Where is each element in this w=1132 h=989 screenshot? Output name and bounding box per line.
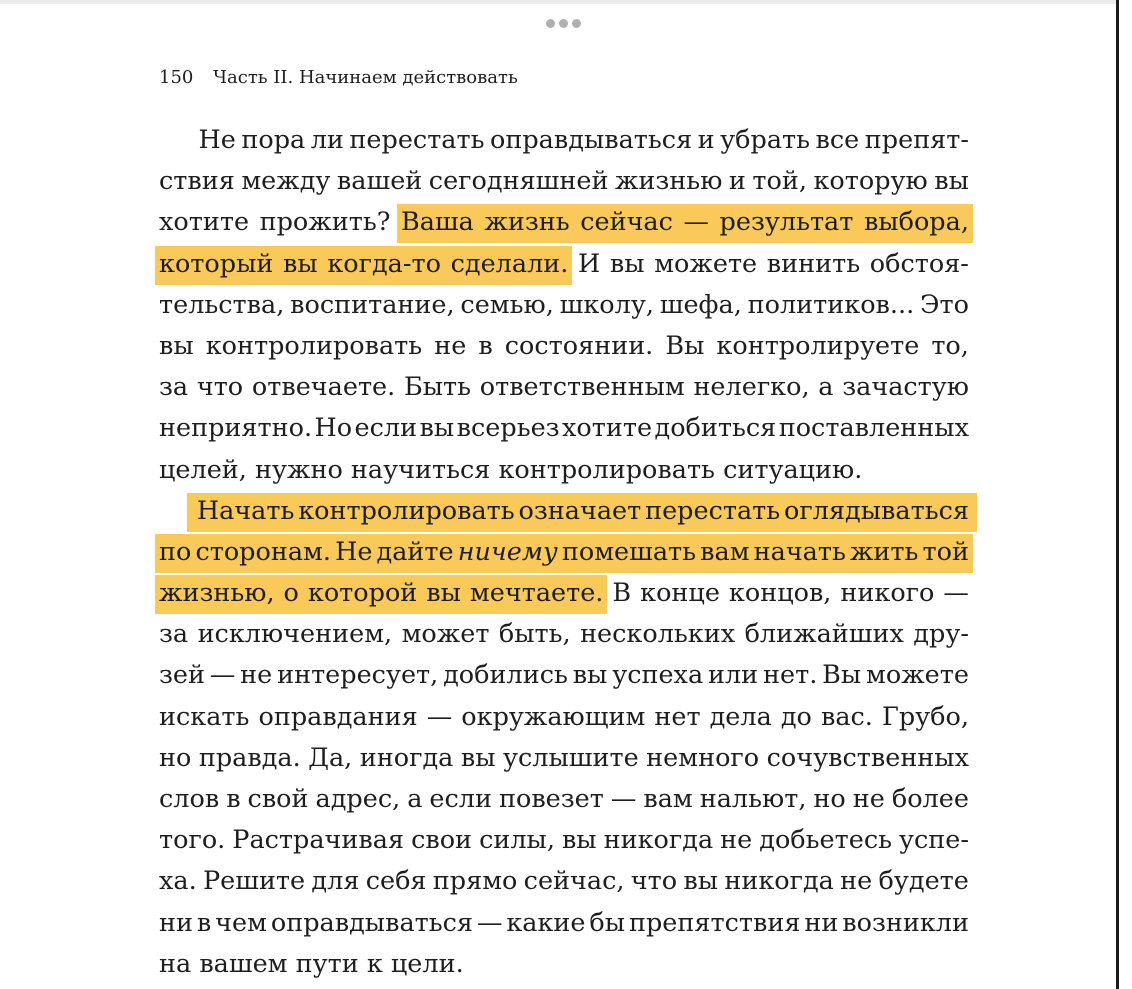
word: что bbox=[196, 372, 244, 403]
highlighted-word: которой bbox=[307, 578, 418, 609]
word: более bbox=[891, 784, 969, 814]
word: прожить? bbox=[259, 207, 391, 238]
word: сочувственных bbox=[766, 742, 969, 773]
word: научиться bbox=[350, 454, 491, 485]
word: всерьез bbox=[456, 413, 560, 444]
word: чем bbox=[215, 907, 267, 938]
word: никогда bbox=[724, 866, 834, 897]
word: какие bbox=[506, 907, 586, 938]
text-line bbox=[159, 120, 969, 161]
highlighted-word: оглядываться bbox=[784, 495, 969, 526]
highlighted-word: когда-то bbox=[327, 248, 441, 279]
word: вы bbox=[159, 330, 194, 361]
highlighted-word: означает bbox=[518, 495, 642, 526]
word: Не bbox=[198, 125, 236, 155]
text-line bbox=[159, 820, 969, 861]
word: между bbox=[241, 166, 331, 197]
highlighted-word: выбора, bbox=[863, 207, 969, 238]
more-options-button[interactable] bbox=[538, 14, 588, 32]
word: состоянии. bbox=[504, 330, 654, 361]
word: никого bbox=[840, 578, 935, 609]
word: вы bbox=[609, 248, 645, 279]
word: Вы bbox=[665, 330, 705, 361]
highlighted-word: контролировать bbox=[298, 495, 515, 526]
text-line bbox=[159, 861, 969, 902]
highlighted-word: Не bbox=[335, 536, 373, 567]
word: прямо bbox=[432, 866, 518, 897]
text-line bbox=[159, 532, 969, 573]
highlighted-word: ничему bbox=[457, 536, 558, 567]
word: Растрачивая bbox=[232, 825, 405, 856]
word: успе- bbox=[899, 825, 969, 856]
word: оправдания bbox=[258, 701, 418, 732]
word: препят- bbox=[864, 125, 969, 155]
word: искать bbox=[159, 701, 250, 732]
word: ствия bbox=[159, 166, 235, 197]
word: вы bbox=[572, 660, 608, 691]
highlighted-word: — bbox=[683, 207, 709, 238]
word: иногда bbox=[359, 742, 454, 773]
word: ситуацию. bbox=[723, 454, 863, 485]
word: быть, bbox=[498, 619, 571, 650]
highlighted-word: сделали. bbox=[450, 248, 569, 279]
text-line bbox=[159, 903, 969, 944]
highlighted-word: той bbox=[922, 536, 969, 567]
word: контролировать bbox=[205, 330, 423, 361]
word: цели. bbox=[390, 948, 464, 979]
word: не bbox=[240, 660, 273, 691]
word: хотите bbox=[159, 207, 250, 238]
word: шефа, bbox=[659, 289, 742, 320]
word: дела bbox=[709, 701, 772, 732]
word: жизнью bbox=[614, 166, 723, 197]
word: себя bbox=[365, 866, 427, 897]
word: можете bbox=[654, 248, 758, 279]
word: конце bbox=[640, 578, 720, 609]
highlighted-word: начать bbox=[753, 536, 846, 567]
text-line bbox=[159, 450, 969, 491]
word: но bbox=[813, 784, 846, 814]
word: ни bbox=[159, 907, 193, 938]
word: отвечаете. bbox=[251, 372, 396, 403]
word: услышите bbox=[502, 742, 639, 773]
text-line bbox=[159, 697, 969, 738]
word: вы bbox=[934, 166, 969, 197]
top-bar bbox=[0, 0, 1120, 4]
text-line bbox=[159, 202, 969, 243]
word: — bbox=[610, 784, 637, 814]
word: вы bbox=[561, 825, 597, 856]
highlighted-word: сейчас bbox=[580, 207, 673, 238]
word: Это bbox=[920, 289, 969, 320]
word: ли bbox=[310, 125, 344, 155]
word: а bbox=[407, 784, 423, 814]
word: дру- bbox=[913, 619, 969, 650]
word: повезет bbox=[498, 784, 604, 814]
word: за bbox=[159, 619, 189, 650]
word: окружающим bbox=[461, 701, 646, 732]
word: не bbox=[720, 825, 753, 856]
word: исключением, bbox=[197, 619, 393, 650]
word: возникли bbox=[842, 907, 969, 938]
word: вашей bbox=[336, 166, 423, 197]
word: добьетесь bbox=[759, 825, 892, 856]
word: ближайших bbox=[744, 619, 904, 650]
word: хотите bbox=[562, 413, 653, 444]
word: в bbox=[226, 784, 241, 814]
word: перестать bbox=[349, 125, 485, 155]
word: для bbox=[311, 866, 360, 897]
word: в bbox=[478, 330, 493, 361]
more-horizontal-icon bbox=[546, 19, 555, 28]
word: бы bbox=[589, 907, 626, 938]
highlighted-word: дайте bbox=[376, 536, 454, 567]
highlighted-word: который bbox=[159, 248, 274, 279]
text-line bbox=[159, 491, 969, 532]
text-line bbox=[159, 367, 969, 408]
word: Решите bbox=[202, 866, 306, 897]
word: не bbox=[840, 866, 873, 897]
word: интересует, bbox=[277, 660, 439, 691]
word: И bbox=[578, 248, 601, 279]
word: воспитание, bbox=[290, 289, 455, 320]
window-edge bbox=[1116, 0, 1132, 989]
highlighted-word: по bbox=[159, 536, 192, 567]
word: то, bbox=[931, 330, 969, 361]
word: силы, bbox=[479, 825, 555, 856]
word: никогда bbox=[603, 825, 714, 856]
word: вам bbox=[643, 784, 693, 814]
highlighted-word: жизнью, bbox=[159, 578, 275, 609]
highlighted-word: жизнь bbox=[484, 207, 570, 238]
word: вас. bbox=[820, 701, 873, 732]
text-line bbox=[159, 573, 969, 614]
highlighted-word: о bbox=[283, 578, 299, 609]
word: винить bbox=[766, 248, 861, 279]
word: — bbox=[209, 660, 236, 691]
word: слов bbox=[159, 784, 220, 814]
word: пора bbox=[241, 125, 306, 155]
word: Быть bbox=[403, 372, 472, 403]
word: что bbox=[630, 866, 678, 897]
word: тельства, bbox=[159, 289, 285, 320]
word: зей bbox=[159, 660, 205, 691]
word: в bbox=[196, 907, 212, 938]
word: правда. bbox=[198, 742, 301, 773]
word: — bbox=[426, 701, 453, 732]
word: если bbox=[429, 784, 492, 814]
word: или bbox=[707, 660, 759, 691]
word: вы bbox=[460, 742, 496, 773]
chapter-title: Часть II. Начинаем действовать bbox=[213, 67, 518, 88]
word: немного bbox=[646, 742, 760, 773]
text-line bbox=[159, 779, 969, 820]
page-number: 150 bbox=[159, 67, 194, 88]
text-line bbox=[159, 285, 969, 326]
word: вы bbox=[419, 413, 455, 444]
word: свои bbox=[411, 825, 473, 856]
word: но bbox=[159, 742, 192, 773]
highlighted-word: перестать bbox=[645, 495, 781, 526]
word: контролировать bbox=[498, 454, 715, 485]
word: добились bbox=[443, 660, 568, 691]
text-line bbox=[159, 244, 969, 285]
word: оправдываться bbox=[270, 907, 474, 938]
word: концов, bbox=[728, 578, 832, 609]
word: поставленных bbox=[778, 413, 969, 444]
running-head bbox=[159, 66, 518, 90]
word: все bbox=[815, 125, 860, 155]
word: — bbox=[476, 907, 503, 938]
word: вашем bbox=[199, 948, 288, 979]
text-line bbox=[159, 655, 969, 696]
text-line bbox=[159, 326, 969, 367]
highlighted-word: помешать bbox=[561, 536, 697, 567]
word: В bbox=[612, 578, 632, 609]
word: добиться bbox=[654, 413, 777, 444]
text-line bbox=[159, 161, 969, 202]
word: оправдываться bbox=[490, 125, 693, 155]
word: политиков... bbox=[747, 289, 915, 320]
text-line bbox=[159, 614, 969, 655]
word: Да, bbox=[308, 742, 353, 773]
word: обстоя- bbox=[869, 248, 969, 279]
book-text bbox=[159, 120, 969, 985]
word: за bbox=[159, 372, 189, 403]
highlighted-word: Ваша bbox=[400, 207, 474, 238]
word: на bbox=[159, 948, 192, 979]
word: той, bbox=[752, 166, 807, 197]
word: может bbox=[401, 619, 490, 650]
word: не bbox=[434, 330, 467, 361]
word: школу, bbox=[559, 289, 654, 320]
word: сейчас, bbox=[523, 866, 625, 897]
word: нужно bbox=[255, 454, 343, 485]
text-line bbox=[159, 944, 969, 985]
word: и bbox=[697, 125, 715, 155]
word: и bbox=[728, 166, 746, 197]
word: нет. bbox=[763, 660, 818, 691]
highlighted-word: Начать bbox=[196, 495, 295, 526]
word: Но bbox=[314, 413, 353, 444]
highlighted-word: мечтаете. bbox=[469, 578, 604, 609]
word: ха. bbox=[159, 866, 197, 897]
highlighted-word: вы bbox=[283, 248, 318, 279]
word: — bbox=[943, 578, 969, 609]
word: целей, bbox=[159, 454, 247, 485]
word: свой bbox=[247, 784, 309, 814]
word: неприятно. bbox=[159, 413, 313, 444]
word: нет bbox=[654, 701, 701, 732]
word: контролируете bbox=[716, 330, 920, 361]
word: до bbox=[780, 701, 812, 732]
word: ответственным bbox=[479, 372, 685, 403]
highlighted-word: сторонам. bbox=[195, 536, 331, 567]
word: нескольких bbox=[580, 619, 736, 650]
word: если bbox=[354, 413, 418, 444]
word: пути bbox=[295, 948, 359, 979]
word: сегодняшней bbox=[428, 166, 609, 197]
word: вы bbox=[683, 866, 719, 897]
word: семью, bbox=[460, 289, 554, 320]
text-line bbox=[159, 408, 969, 449]
word: зачастую bbox=[842, 372, 969, 403]
highlighted-word: жить bbox=[849, 536, 919, 567]
text-line bbox=[159, 738, 969, 779]
word: Вы bbox=[822, 660, 862, 691]
word: не bbox=[852, 784, 885, 814]
word: Грубо, bbox=[881, 701, 969, 732]
word: ни bbox=[804, 907, 839, 938]
word: которую bbox=[813, 166, 928, 197]
word: нелегко, bbox=[693, 372, 810, 403]
highlighted-word: вы bbox=[426, 578, 461, 609]
word: препятствия bbox=[628, 907, 801, 938]
word: успеха bbox=[612, 660, 704, 691]
word: а bbox=[818, 372, 834, 403]
word: убрать bbox=[720, 125, 811, 155]
highlighted-word: результат bbox=[719, 207, 854, 238]
word: будете bbox=[878, 866, 969, 897]
word: нальют, bbox=[699, 784, 807, 814]
word: к bbox=[366, 948, 383, 979]
word: адрес, bbox=[315, 784, 401, 814]
word: можете bbox=[866, 660, 969, 691]
word: того. bbox=[159, 825, 226, 856]
highlighted-word: вам bbox=[700, 536, 750, 567]
